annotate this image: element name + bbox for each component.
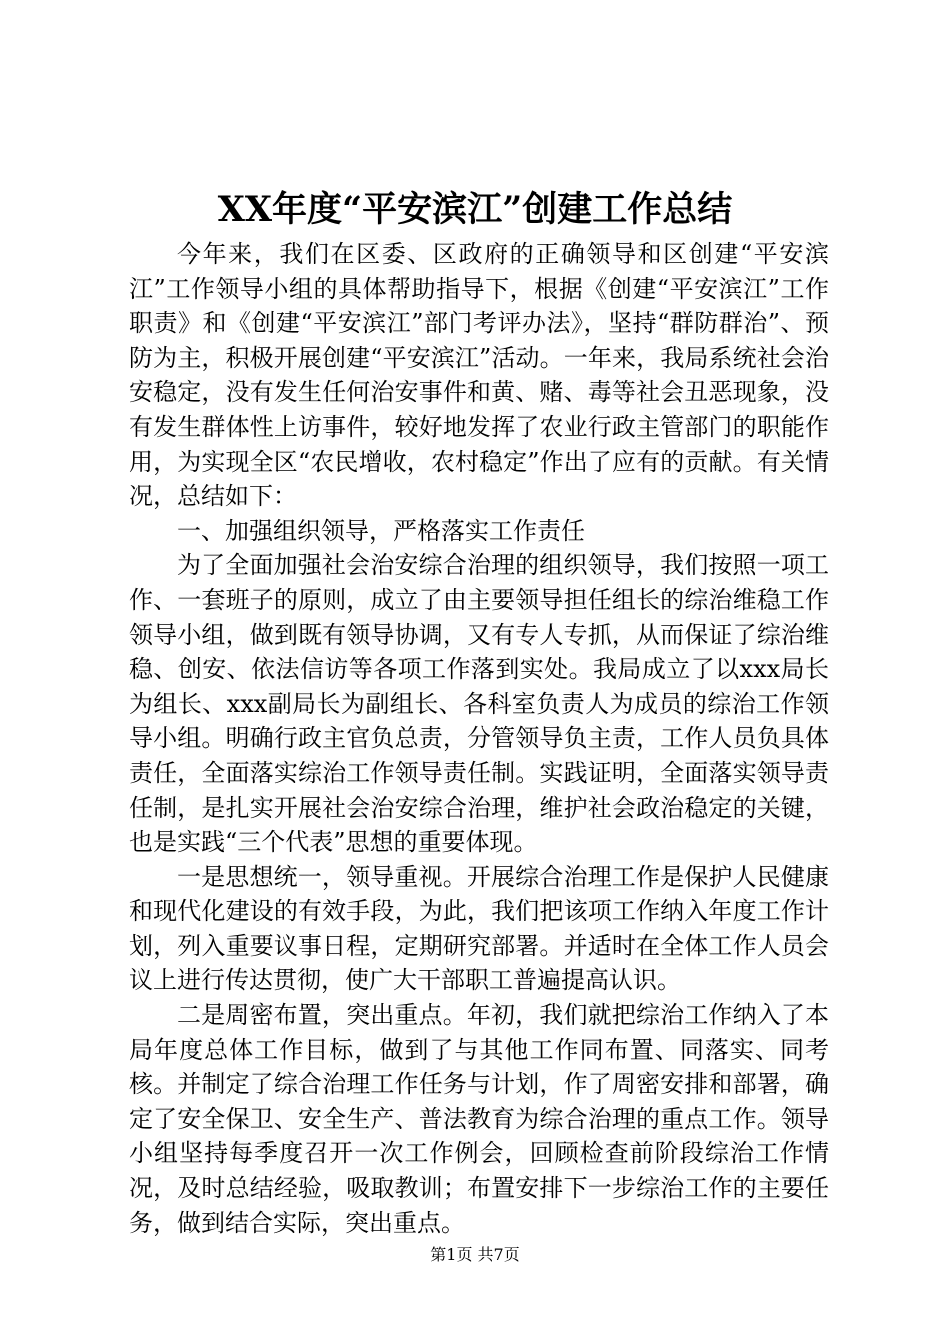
document-body	[129, 237, 829, 1240]
page-footer: 第1页 共7页	[430, 1245, 520, 1264]
body-paragraph: 二是周密布置，突出重点。年初，我们就把综治工作纳入了本局年度总体工作目标，做到了与其他工作同布置、同落实、同考核。并制定了综合治理工作任务与计划，作了周密安排和部署，确定了安全保卫、安全生产、普法教育为综合治理的重点工作。领导小组坚持每季度召开一次工作例会，回顾检查前阶段综治工作情况，及时总结经验，吸取教训；布置安排下一步综治工作的主要任务，做到结合实际，突出重点。	[129, 1001, 829, 1237]
intro-paragraph: 今年来，我们在区委、区政府的正确领导和区创建“平安滨江”工作领导小组的具体帮助指导下，根据《创建“平安滨江”工作职责》和《创建“平安滨江”部门考评办法》，坚持“群防群治”、预防为主，积极开展创建“平安滨江”活动。一年来，我局系统社会治安稳定，没有发生任何治安事件和黄、赌、毒等社会丑恶现象，没有发生群体性上访事件，较好地发挥了农业行政主管部门的职能作用，为实现全区“农民增收，农村稳定”作出了应有的贡献。有关情况，总结如下：	[129, 240, 829, 511]
body-paragraph: 为了全面加强社会治安综合治理的组织领导，我们按照一项工作、一套班子的原则，成立了由主要领导担任组长的综治维稳工作领导小组，做到既有领导协调，又有专人专抓，从而保证了综治维稳、创安、依法信访等各项工作落到实处。我局成立了以xxx局长为组长、xxx副局长为副组长、各科室负责人为成员的综治工作领导小组。明确行政主官负总责，分管领导负主责，工作人员负具体责任，全面落实综治工作领导责任制。实践证明，全面落实领导责任制，是扎实开展社会治安综合治理，维护社会政治稳定的关键，也是实践“三个代表”思想的重要体现。	[129, 551, 829, 857]
body-paragraph: 一是思想统一，领导重视。开展综合治理工作是保护人民健康和现代化建设的有效手段，为此，我们把该项工作纳入年度工作计划，列入重要议事日程，定期研究部署。并适时在全体工作人员会议上进行传达贯彻，使广大干部职工普遍提高认识。	[129, 862, 829, 995]
section-heading: 一、加强组织领导，严格落实工作责任	[177, 516, 585, 545]
document-title: XX年度“平安滨江”创建工作总结	[217, 189, 733, 230]
